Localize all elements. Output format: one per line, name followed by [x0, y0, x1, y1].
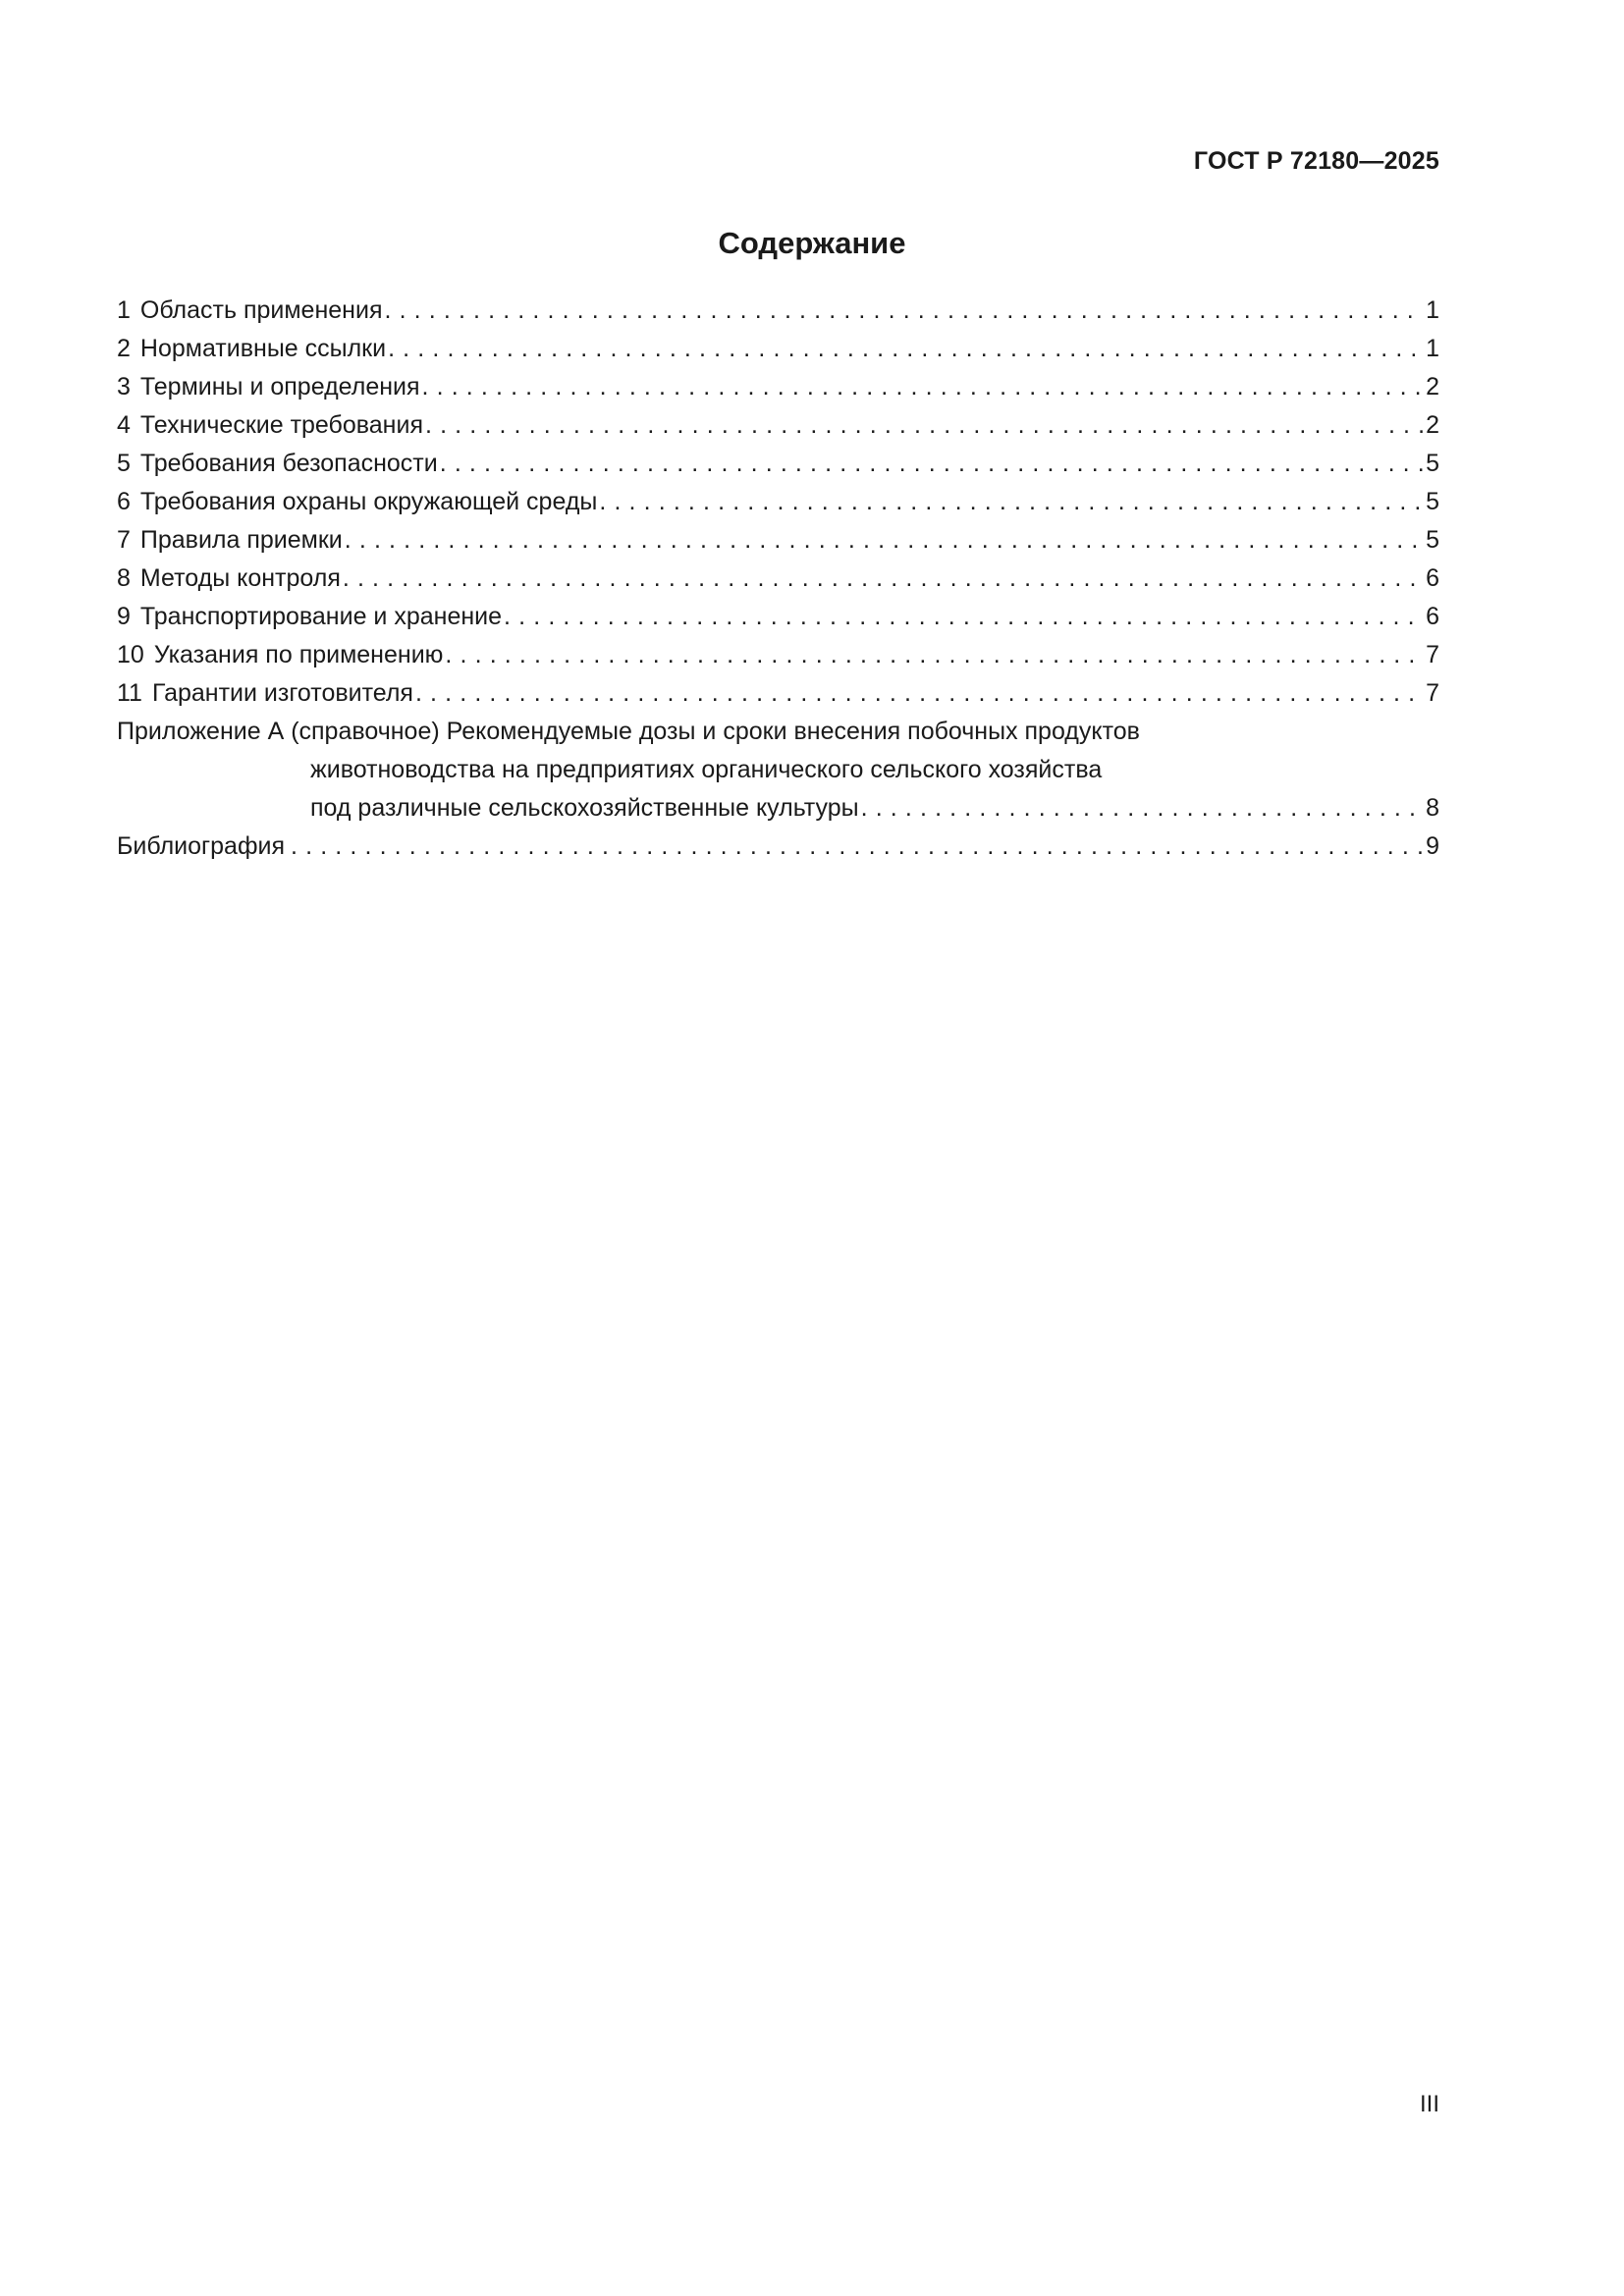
toc-entry-label: Методы контроля: [139, 564, 341, 592]
toc-entry-number: 8: [117, 564, 131, 592]
annex-title-line-2: животноводства на предприятиях органического сельского хозяйства: [310, 756, 1103, 783]
toc-entry-page: 8: [1426, 794, 1439, 822]
toc-entry-page: 5: [1426, 450, 1439, 477]
toc-entry-5[interactable]: [117, 445, 1439, 483]
toc-entry-label: под различные сельскохозяйственные культуры: [310, 794, 859, 822]
toc-entry-bibliography[interactable]: [117, 828, 1439, 866]
toc-title: Содержание: [718, 226, 906, 260]
toc-entry-label: Гарантии изготовителя: [151, 679, 413, 707]
toc-entry-number: 6: [117, 488, 131, 515]
toc-entry-page: 1: [1426, 335, 1439, 362]
toc-entry-label: Термины и определения: [139, 373, 420, 400]
toc-entry-page: 5: [1426, 526, 1439, 554]
toc-entry-label: Правила приемки: [139, 526, 343, 554]
toc-entry-6[interactable]: [117, 483, 1439, 521]
toc-entry-label: Технические требования: [139, 411, 423, 439]
toc-leader-dots: [388, 330, 1424, 368]
toc-entry-number: 7: [117, 526, 131, 554]
toc-entry-page: 6: [1426, 603, 1439, 630]
toc-entry-1[interactable]: [117, 292, 1439, 330]
toc-entry-label: Требования охраны окружающей среды: [139, 488, 598, 515]
annex-title-line-3: [117, 789, 1439, 828]
toc-entry-number: 1: [117, 296, 131, 324]
toc-leader-dots: [504, 598, 1424, 636]
toc-leader-dots: [440, 445, 1424, 483]
toc-entry-8[interactable]: [117, 560, 1439, 598]
toc-entry-annex-a[interactable]: [117, 713, 1439, 828]
toc-entry-label: Указания по применению: [153, 641, 444, 668]
toc-entry-page: 1: [1426, 296, 1439, 324]
toc-leader-dots: [343, 560, 1424, 598]
toc-entry-page: 6: [1426, 564, 1439, 592]
toc-entry-number: 2: [117, 335, 131, 362]
toc-leader-dots: [599, 483, 1424, 521]
toc-entry-number: 4: [117, 411, 131, 439]
toc-entry-3[interactable]: [117, 368, 1439, 406]
toc-leader-dots: [415, 674, 1424, 713]
toc-entry-number: 9: [117, 603, 131, 630]
toc-entry-page: 9: [1426, 832, 1439, 860]
toc-entry-label: Требования безопасности: [139, 450, 438, 477]
page-number: III: [1419, 2091, 1439, 2117]
toc-leader-dots: [861, 789, 1424, 828]
toc-entry-9[interactable]: [117, 598, 1439, 636]
toc-leader-dots: [422, 368, 1425, 406]
toc-entry-page: 7: [1426, 641, 1439, 668]
toc-entry-number: 11: [117, 679, 142, 707]
toc-entry-label: Библиография: [117, 832, 286, 860]
toc-entry-page: 2: [1426, 411, 1439, 439]
toc-entry-4[interactable]: [117, 406, 1439, 445]
document-code: ГОСТ Р 72180—2025: [1193, 147, 1439, 175]
toc-entry-number: 5: [117, 450, 131, 477]
toc-leader-dots: [345, 521, 1424, 560]
toc-entry-page: 7: [1426, 679, 1439, 707]
toc-entry-number: 3: [117, 373, 131, 400]
toc-leader-dots: [445, 636, 1424, 674]
toc-entry-10[interactable]: [117, 636, 1439, 674]
toc-leader-dots: [425, 406, 1424, 445]
toc-leader-dots: [291, 828, 1424, 866]
toc-entry-7[interactable]: [117, 521, 1439, 560]
table-of-contents: [117, 292, 1439, 866]
toc-entry-label: Область применения: [139, 296, 383, 324]
toc-entry-label: Транспортирование и хранение: [139, 603, 503, 630]
toc-entry-2[interactable]: [117, 330, 1439, 368]
toc-entry-page: 2: [1426, 373, 1439, 400]
toc-entry-number: 10: [117, 641, 144, 668]
toc-entry-11[interactable]: [117, 674, 1439, 713]
toc-entry-label: Нормативные ссылки: [139, 335, 387, 362]
toc-entry-page: 5: [1426, 488, 1439, 515]
annex-title-line-1: Приложение А (справочное) Рекомендуемые дозы и сроки внесения побочных продуктов: [117, 718, 1140, 745]
toc-leader-dots: [384, 292, 1424, 330]
